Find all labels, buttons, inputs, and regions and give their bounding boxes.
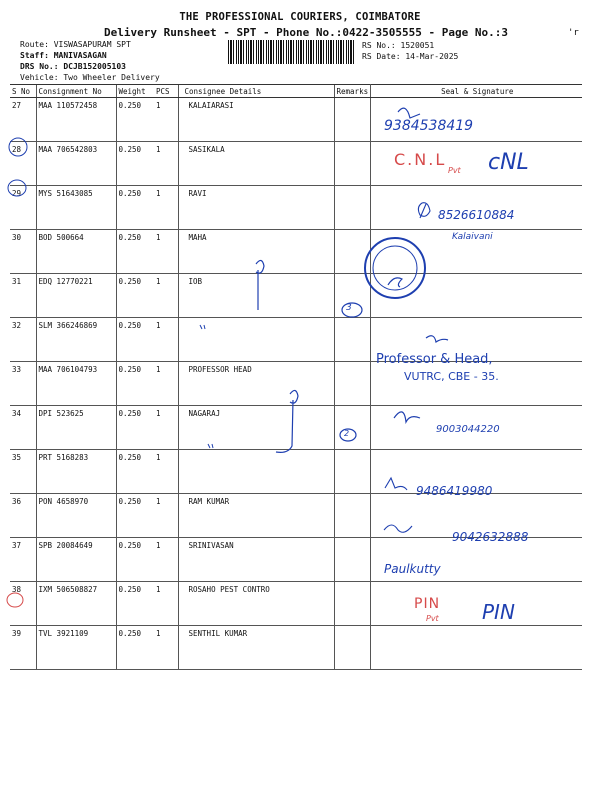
cell-consignment-no: MAA 706104793 — [36, 362, 116, 406]
vehicle-label: Vehicle: Two Wheeler Delivery — [20, 73, 160, 82]
cell-sno: 32 — [10, 318, 36, 362]
sig-scribble-27 — [398, 108, 420, 118]
col-signature: Seal & Signature — [370, 85, 582, 98]
cell-weight: 0.250 — [116, 362, 154, 406]
stamp-39: PIN — [414, 596, 441, 612]
cell-pcs: 1 — [154, 274, 178, 318]
cell-weight: 0.250 — [116, 230, 154, 274]
cell-pcs: 1 — [154, 362, 178, 406]
cell-consignment-no: MYS 51643085 — [36, 186, 116, 230]
drs-label: DRS No.: DCJB152005103 — [20, 62, 126, 71]
round-seal-outer — [365, 238, 425, 298]
runsheet-title: Delivery Runsheet - SPT - Phone No.:0422-3505555 - Page No.:3 — [104, 26, 508, 39]
cell-consignee: RAVI — [178, 186, 334, 230]
stamp-39-sub: Pvt — [426, 614, 439, 623]
stamp-scribble-29 — [418, 203, 430, 218]
remark-circle-32 — [342, 303, 362, 317]
cell-consignment-no: MAA 706542803 — [36, 142, 116, 186]
cell-consignment-no: TVL 3921109 — [36, 626, 116, 670]
cell-sno: 35 — [10, 450, 36, 494]
rs-number: RS No.: 1520051 — [362, 41, 435, 50]
cell-sno: 37 — [10, 538, 36, 582]
handwritten-phone-35: 9003044220 — [436, 424, 500, 435]
cell-consignment-no: PRT 5168283 — [36, 450, 116, 494]
cell-weight: 0.250 — [116, 142, 154, 186]
handwritten-phone-37: 9042632888 — [452, 530, 529, 544]
cell-weight: 0.250 — [116, 406, 154, 450]
cell-consignee: PROFESSOR HEAD — [178, 362, 334, 406]
sno-circle-39 — [7, 593, 23, 607]
col-consignee: Consignee Details — [178, 85, 334, 98]
cell-weight: 0.250 — [116, 538, 154, 582]
cell-sno: 27 — [10, 98, 36, 142]
cell-weight: 0.250 — [116, 318, 154, 362]
company-title: THE PROFESSIONAL COURIERS, COIMBATORE — [179, 11, 421, 23]
cell-pcs: 1 — [154, 318, 178, 362]
cell-consignee: SASIKALA — [178, 142, 334, 186]
col-sno: S No — [10, 85, 36, 98]
cell-pcs: 1 — [154, 142, 178, 186]
sig-scribble-33 — [426, 336, 448, 342]
cell-consignment-no: BOD 500664 — [36, 230, 116, 274]
cell-sno: 30 — [10, 230, 36, 274]
rs-date: RS Date: 14-Mar-2025 — [362, 52, 459, 61]
staff-label: Staff: MANIVASAGAN — [20, 51, 107, 60]
col-consignment: Consignment No — [36, 85, 116, 98]
cell-pcs: 1 — [154, 538, 178, 582]
cell-sno: 33 — [10, 362, 36, 406]
stamp-28: C.N.L — [394, 150, 447, 169]
round-seal-inner — [373, 246, 417, 290]
pen-stroke-34 — [276, 390, 298, 452]
pen-tick-35 — [208, 444, 213, 448]
sno-circle-28 — [9, 138, 27, 156]
col-weight: Weight — [116, 85, 154, 98]
stamp-33: Professor & Head, — [376, 352, 493, 367]
handwritten-phone-36: 9486419980 — [416, 484, 493, 498]
cell-pcs: 1 — [154, 406, 178, 450]
cell-sno: 29 — [10, 186, 36, 230]
pen-tick-32 — [200, 325, 205, 329]
cell-pcs: 1 — [154, 98, 178, 142]
signature-38: Paulkutty — [384, 562, 441, 576]
pen-stroke-31 — [256, 260, 264, 310]
cell-consignment-no: EDQ 12770221 — [36, 274, 116, 318]
cell-sno: 34 — [10, 406, 36, 450]
sig-scribble-37 — [384, 525, 412, 532]
cell-consignment-no: IXM 506508827 — [36, 582, 116, 626]
cell-weight: 0.250 — [116, 450, 154, 494]
cell-consignee: KALAIARASI — [178, 98, 334, 142]
cell-consignee: NAGARAJ — [178, 406, 334, 450]
cell-sno: 36 — [10, 494, 36, 538]
cell-consignee: SRINIVASAN — [178, 538, 334, 582]
cell-consignee: ROSAHO PEST CONTRO — [178, 582, 334, 626]
cell-consignee: IOB — [178, 274, 334, 318]
cell-pcs: 1 — [154, 582, 178, 626]
stamp-28-sub: Pvt — [448, 166, 461, 175]
cell-consignment-no: SLM 366246869 — [36, 318, 116, 362]
cell-consignee: SENTHIL KUMAR — [178, 626, 334, 670]
cell-sno: 38 — [10, 582, 36, 626]
cell-sno: 31 — [10, 274, 36, 318]
cell-pcs: 1 — [154, 494, 178, 538]
corner-mark: 'r — [568, 28, 579, 38]
cell-pcs: 1 — [154, 186, 178, 230]
sig-scribble-35 — [394, 412, 420, 422]
cell-pcs: 1 — [154, 230, 178, 274]
cell-consignment-no: DPI 523625 — [36, 406, 116, 450]
cell-weight: 0.250 — [116, 626, 154, 670]
cell-consignee: MAHA — [178, 230, 334, 274]
handwritten-phone-27: 9384538419 — [384, 118, 474, 134]
signature-39: PIN — [482, 600, 515, 624]
cell-weight: 0.250 — [116, 274, 154, 318]
cell-weight: 0.250 — [116, 582, 154, 626]
route-label: Route: VISWASAPURAM SPT — [20, 40, 131, 49]
seal-scribble — [388, 278, 402, 287]
cell-pcs: 1 — [154, 450, 178, 494]
remark-35: 2 — [344, 429, 350, 438]
signature-28: cNL — [488, 150, 529, 175]
stamp-33-line2: VUTRC, CBE - 35. — [404, 370, 499, 383]
handwritten-phone-29: 8526610884 — [438, 208, 515, 222]
sno-circle-29 — [8, 180, 26, 196]
cell-consignee: RAM KUMAR — [178, 494, 334, 538]
signature-30: Kalaivani — [452, 232, 493, 242]
sig-scribble-36 — [385, 478, 407, 490]
cell-sno: 28 — [10, 142, 36, 186]
col-pcs: PCS — [154, 85, 178, 98]
cell-pcs: 1 — [154, 626, 178, 670]
cell-weight: 0.250 — [116, 186, 154, 230]
cell-consignment-no: PON 4658970 — [36, 494, 116, 538]
remark-32: 3 — [346, 303, 352, 313]
cell-consignment-no: SPB 20084649 — [36, 538, 116, 582]
cell-consignment-no: MAA 110572458 — [36, 98, 116, 142]
col-remarks: Remarks — [334, 85, 370, 98]
cell-weight: 0.250 — [116, 98, 154, 142]
cell-sno: 39 — [10, 626, 36, 670]
cell-weight: 0.250 — [116, 494, 154, 538]
